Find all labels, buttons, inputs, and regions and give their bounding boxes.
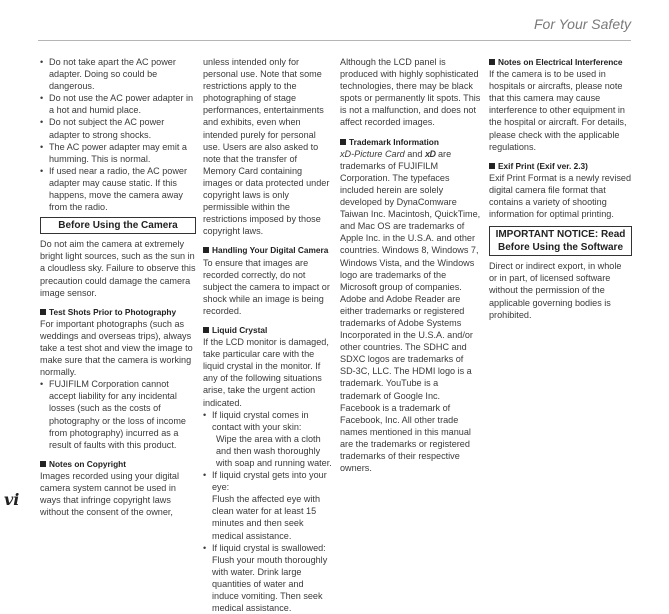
list-item: • If liquid crystal comes in contact with your skin: Wipe the area with a cloth and then wash thoroughly with soap and running water.	[203, 409, 332, 469]
important-notice-box: IMPORTANT NOTICE: Read Before Using the Software	[489, 226, 632, 256]
column-1	[40, 56, 196, 518]
column-2	[203, 56, 332, 614]
list-item: • If liquid crystal is swallowed: Flush your mouth thoroughly with water. Drink large quantities of water and induce vomiting. Then seek medical assistance.	[203, 542, 332, 614]
list-item: • FUJIFILM Corporation cannot accept liability for any incidental losses (such as the costs of photography or the loss of income from photography) incurred as a result of faults with this product.	[40, 378, 196, 451]
column-4	[489, 56, 632, 321]
paragraph: Exif Print Format is a newly revised digital camera file format that contains a variety of shooting information for optimal printing.	[489, 172, 632, 220]
square-bullet-icon	[203, 327, 209, 333]
section-heading: Notes on Electrical Interference	[489, 56, 632, 68]
column-3	[340, 56, 481, 474]
paragraph: Images recorded using your digital camera system cannot be used in ways that infringe copyright laws without the consent of the owner,	[40, 470, 180, 518]
paragraph: To ensure that images are recorded correctly, do not subject the camera to impact or shock while an image is being recorded.	[203, 257, 330, 316]
list-item: • If used near a radio, the AC power adapter may cause static. If this happens, move the camera away from the radio.	[40, 165, 196, 213]
paragraph: For important photographs (such as weddings and overseas trips), always take a test shot and view the image to make sure that the camera is working normally.	[40, 318, 193, 378]
paragraph: Direct or indirect export, in whole or in part, of licensed software without the permission of the applicable governing bodies is prohibited.	[489, 261, 622, 320]
square-bullet-icon	[489, 163, 495, 169]
list-item: • Do not use the AC power adapter in a hot and humid place.	[40, 92, 196, 116]
list-item: • Do not take apart the AC power adapter. Doing so could be dangerous.	[40, 56, 196, 92]
list-item-action: Flush your mouth thoroughly with water. Drink large quantities of water and induce vomiting. Then seek medical assistance.	[212, 554, 328, 614]
section-heading: Test Shots Prior to Photography	[40, 306, 196, 318]
header-divider	[38, 40, 631, 41]
square-bullet-icon	[340, 139, 346, 145]
paragraph: If the camera is to be used in hospitals or aircrafts, please note that this camera may cause interference to other equipment in the hospital or aircraft. For details, please check with the applicable regulations.	[489, 69, 627, 152]
section-heading: Exif Print (Exif ver. 2.3)	[489, 160, 632, 172]
page-number: vi	[4, 490, 20, 509]
list-item: • Do not subject the AC power adapter to strong shocks.	[40, 116, 196, 140]
square-bullet-icon	[40, 309, 46, 315]
xd-picture-card-name: xD-Picture Card	[340, 148, 405, 159]
list-item: • If liquid crystal gets into your eye: Flush the affected eye with clean water for at least 15 minutes and then seek medical assistance.	[203, 469, 332, 542]
xd-logo-icon: xD	[424, 148, 436, 159]
paragraph: unless intended only for personal use. Note that some restrictions apply to the photographing of stage performances, entertainments and exhibits, even when intended purely for personal use. Users are also asked to note that the transfer of Memory Card containing images or data protected under copyright laws is only permissible within the restrictions imposed by those copyright laws.	[203, 57, 330, 237]
list-item: • The AC power adapter may emit a humming. This is normal.	[40, 141, 196, 165]
section-heading: Trademark Information	[340, 136, 481, 148]
square-bullet-icon	[203, 247, 209, 253]
page-header-title: For Your Safety	[533, 16, 631, 32]
section-heading: Handling Your Digital Camera	[203, 244, 332, 256]
section-box-title: Before Using the Camera	[40, 217, 196, 234]
liquid-crystal-list	[203, 409, 332, 614]
ac-adapter-bullets	[40, 56, 196, 213]
list-item-action: Flush the affected eye with clean water for at least 15 minutes and then seek medical assistance.	[212, 494, 321, 541]
square-bullet-icon	[40, 461, 46, 467]
paragraph: xD-Picture Card and xD are trademarks of FUJIFILM Corporation. The typefaces included herein are solely developed by DynaComware Taiwan Inc. Macintosh, QuickTime, and Mac OS are trademarks of Apple Inc. in the U.S.A. and other countries. Windows 8, Windows 7, Windows Vista, and the Windows logo are trademarks of the Microsoft group of companies. Adobe and Adobe Reader are either trademarks or registered trademarks of Adobe Systems Incorporated in the U.S.A. and/or other countries. The SDHC and SDXC logos are trademarks of SD-3C, LLC. The HDMI logo is a trademark. YouTube is a trademark of Google Inc. Facebook is a trademark of Facebook, Inc. All other trade names mentioned in this manual are the trademarks or registered trademarks of their respective owners.	[340, 148, 481, 474]
list-item-action: Wipe the area with a cloth and then wash thoroughly with soap and running water.	[216, 433, 332, 468]
paragraph: Do not aim the camera at extremely bright light sources, such as the sun in a cloudless sky. Failure to observe this precaution could damage the camera image sensor.	[40, 239, 196, 298]
section-heading: Liquid Crystal	[203, 324, 332, 336]
section-heading: Notes on Copyright	[40, 458, 196, 470]
paragraph: Although the LCD panel is produced with highly sophisticated technologies, there may be black spots or permanently lit spots. This is not a malfunction, and does not affect recorded images.	[340, 57, 481, 128]
paragraph: If the LCD monitor is damaged, take particular care with the liquid crystal in the monitor. If any of the following situations arise, take the urgent action indicated.	[203, 337, 329, 408]
square-bullet-icon	[489, 59, 495, 65]
